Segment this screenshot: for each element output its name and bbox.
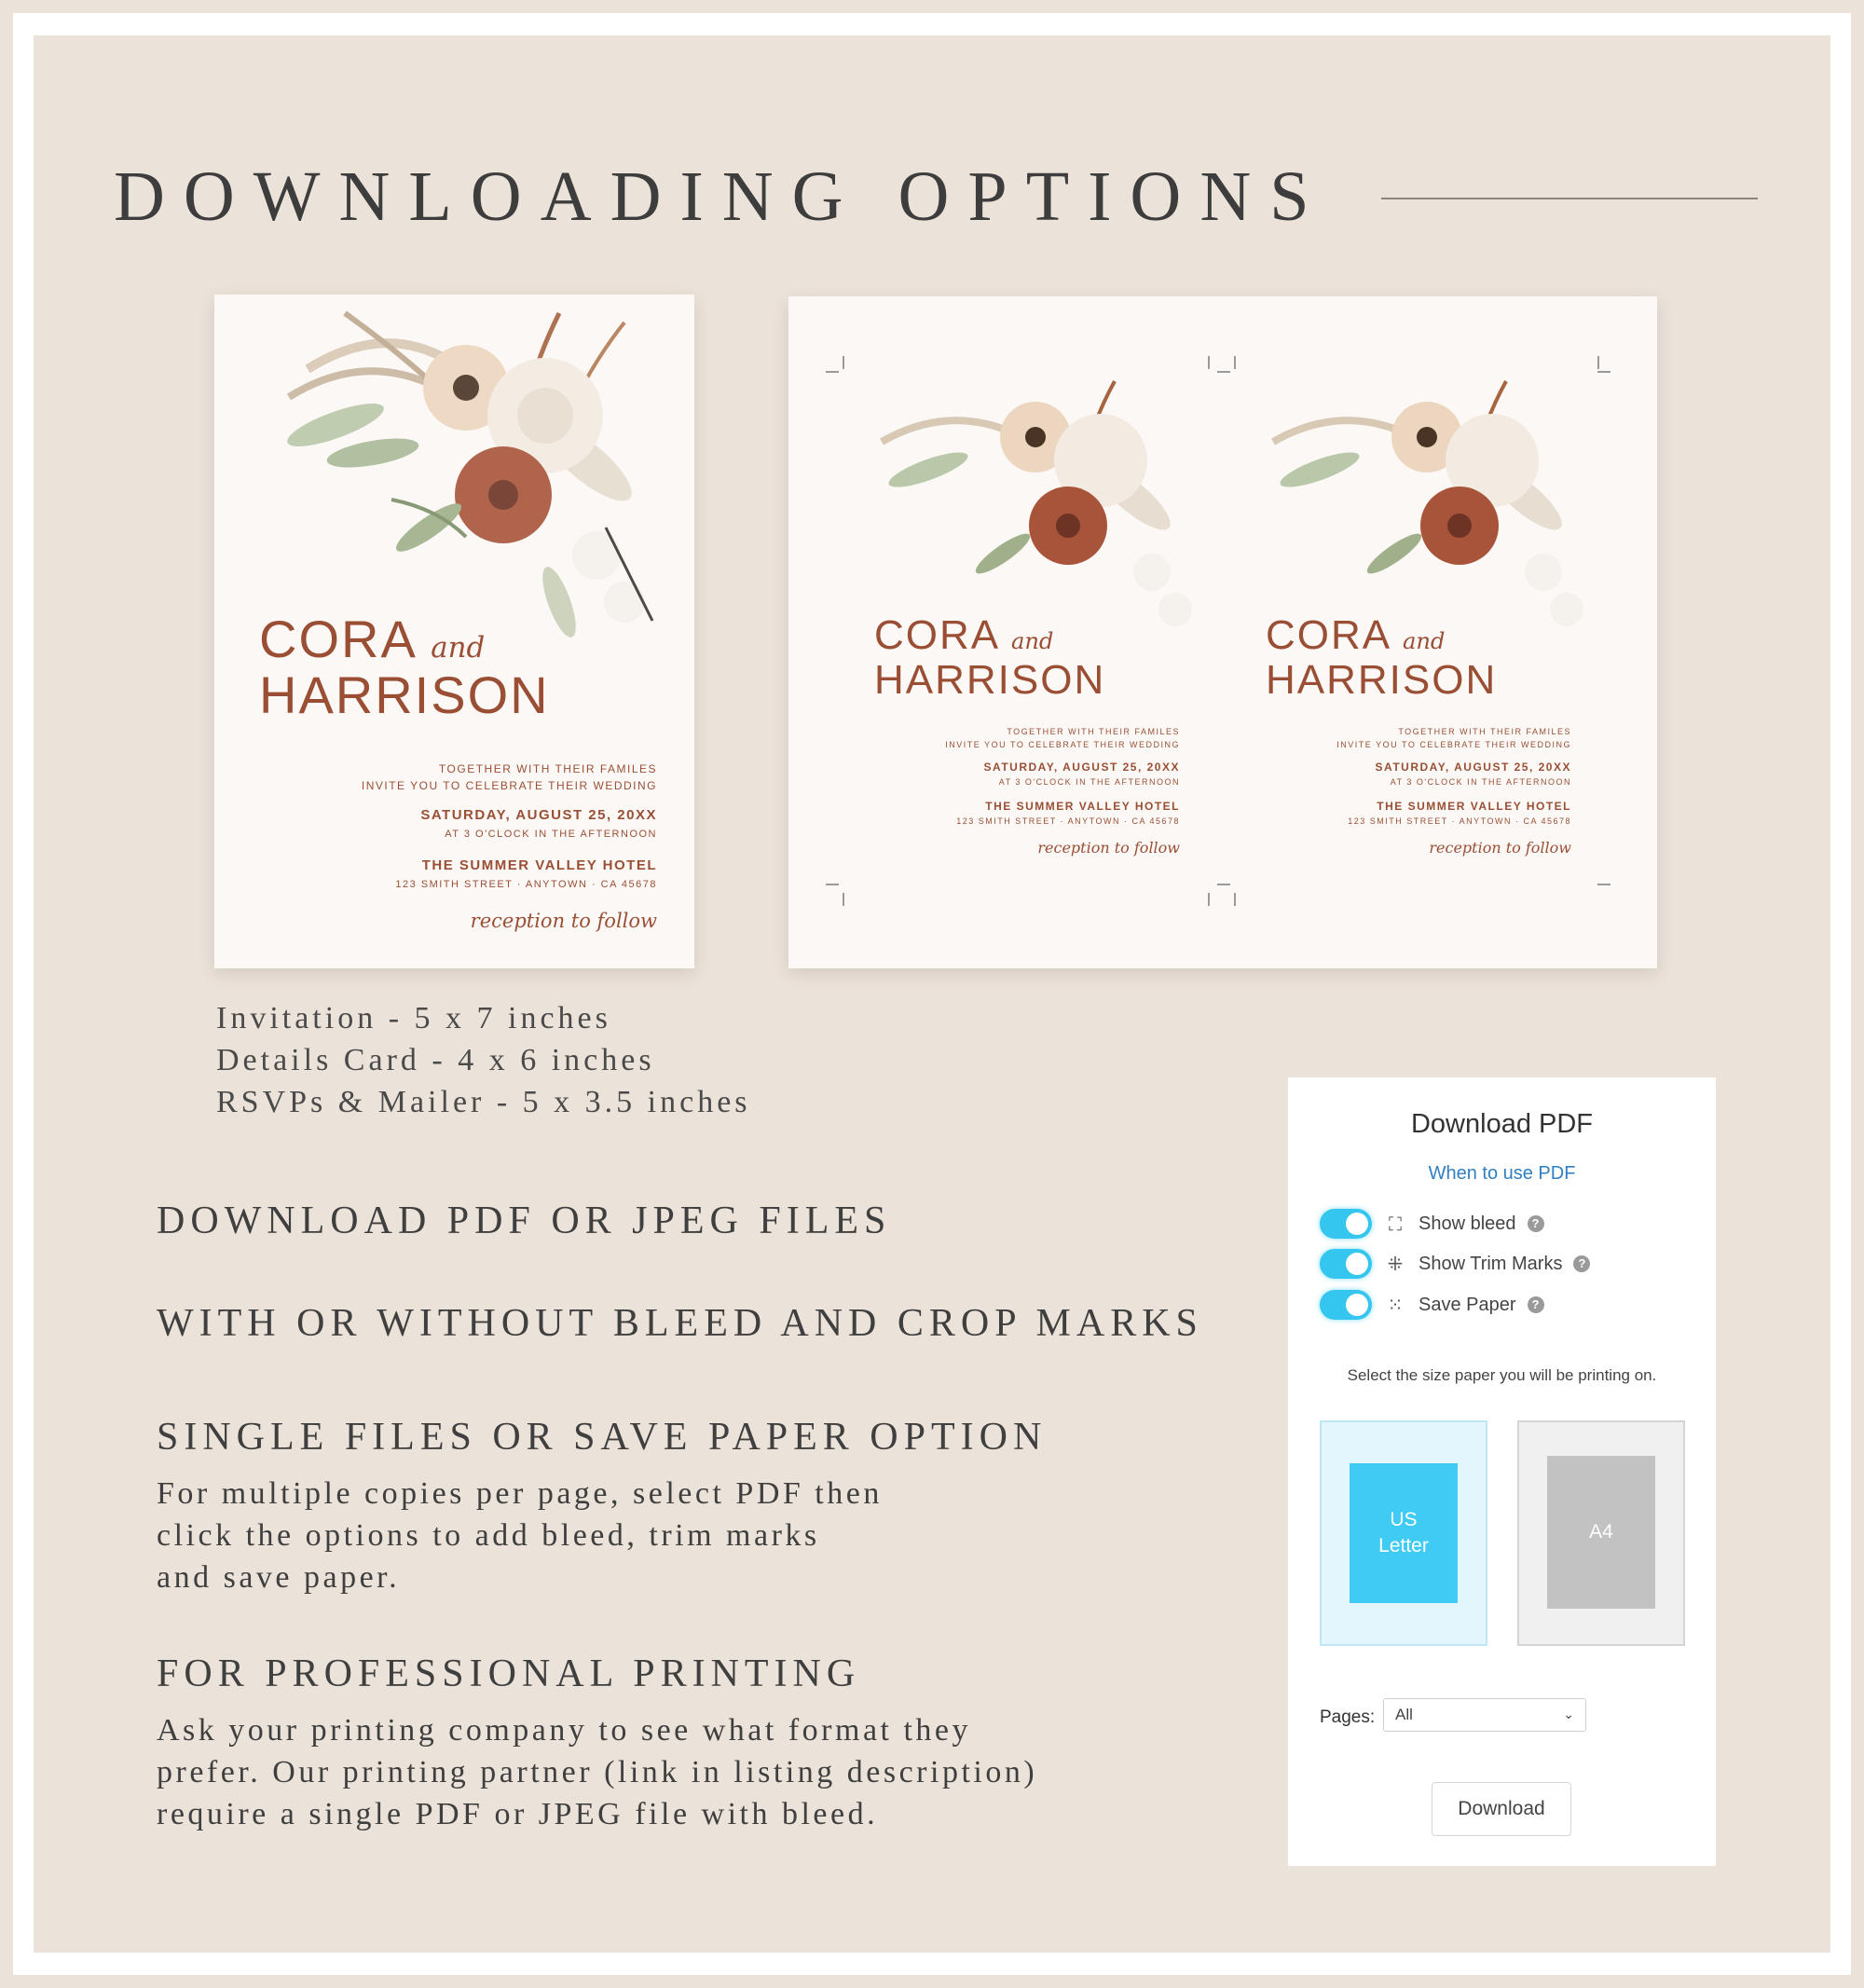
details-line-1: TOGETHER WITH THEIR FAMILES xyxy=(1398,727,1571,736)
feature-pro-line: require a single PDF or JPEG file with bleed. xyxy=(157,1797,879,1831)
details-line-1: TOGETHER WITH THEIR FAMILES xyxy=(1007,727,1180,736)
size-rsvp-mailer: RSVPs & Mailer - 5 x 3.5 inches xyxy=(216,1085,751,1119)
reception-note: reception to follow xyxy=(1037,839,1180,857)
feature-single-title: SINGLE FILES OR SAVE PAPER OPTION xyxy=(157,1416,1048,1459)
and-script: and xyxy=(431,631,486,665)
us-letter-label-line-2: Letter xyxy=(1378,1535,1429,1556)
size-details-card: Details Card - 4 x 6 inches xyxy=(216,1043,655,1077)
help-icon[interactable]: ? xyxy=(1528,1296,1544,1313)
feature-single-line: and save paper. xyxy=(157,1560,401,1595)
feature-pro-line: Ask your printing company to see what format they xyxy=(157,1713,972,1748)
grid-icon: ⁙ xyxy=(1387,1294,1404,1316)
show-bleed-label: Show bleed xyxy=(1419,1213,1516,1234)
name-1: CORA xyxy=(1266,612,1390,658)
wedding-details xyxy=(1336,725,1571,828)
toggle-knob xyxy=(1346,1213,1368,1235)
page-title: DOWNLOADING OPTIONS xyxy=(114,158,1328,236)
details-line-1: TOGETHER WITH THEIR FAMILES xyxy=(438,762,657,775)
name-2: HARRISON xyxy=(874,656,1106,703)
feature-bleed: WITH OR WITHOUT BLEED AND CROP MARKS xyxy=(157,1302,1203,1345)
feature-single-line: click the options to add bleed, trim marks xyxy=(157,1518,820,1553)
paper-us-letter-option[interactable] xyxy=(1320,1420,1487,1646)
option-show-trim-marks xyxy=(1320,1248,1590,1280)
wedding-details xyxy=(945,725,1180,828)
wedding-date: SATURDAY, AUGUST 25, 20XX xyxy=(420,807,657,823)
trim-mark xyxy=(843,356,844,369)
venue: THE SUMMER VALLEY HOTEL xyxy=(985,800,1180,813)
title-divider xyxy=(1381,198,1758,199)
details-line-2: INVITE YOU TO CELEBRATE THEIR WEDDING xyxy=(945,740,1180,749)
invitation-preview xyxy=(214,295,694,968)
help-icon[interactable]: ? xyxy=(1573,1255,1590,1272)
paper-a4-option[interactable] xyxy=(1517,1420,1685,1646)
a4-sheet xyxy=(1547,1456,1655,1609)
panel-title: Download PDF xyxy=(1410,1109,1594,1139)
trim-mark xyxy=(826,884,839,885)
and-script: and xyxy=(1010,628,1054,654)
wedding-date: SATURDAY, AUGUST 25, 20XX xyxy=(983,761,1180,774)
download-pdf-panel xyxy=(1288,1077,1716,1866)
save-paper-label: Save Paper xyxy=(1419,1294,1516,1315)
size-list xyxy=(216,997,751,1123)
name-2: HARRISON xyxy=(1266,656,1498,703)
trim-mark xyxy=(1597,884,1610,885)
when-to-use-pdf-link[interactable]: When to use PDF xyxy=(1428,1163,1576,1184)
show-trim-marks-toggle[interactable] xyxy=(1320,1249,1372,1279)
trim-mark xyxy=(826,371,839,373)
address: 123 SMITH STREET · ANYTOWN · CA 45678 xyxy=(1348,816,1571,826)
name-1: CORA xyxy=(259,610,415,668)
address: 123 SMITH STREET · ANYTOWN · CA 45678 xyxy=(956,816,1180,826)
option-save-paper xyxy=(1320,1289,1544,1321)
download-button[interactable]: Download xyxy=(1432,1782,1571,1836)
save-paper-preview xyxy=(788,296,1657,968)
toggle-knob xyxy=(1346,1253,1368,1275)
feature-download: DOWNLOAD PDF OR JPEG FILES xyxy=(157,1200,892,1242)
help-icon[interactable]: ? xyxy=(1528,1215,1544,1232)
address: 123 SMITH STREET · ANYTOWN · CA 45678 xyxy=(395,879,657,890)
us-letter-label-line-1: US xyxy=(1390,1509,1418,1530)
wedding-time: AT 3 O'CLOCK IN THE AFTERNOON xyxy=(445,829,657,840)
feature-single-line: For multiple copies per page, select PDF then xyxy=(157,1476,883,1511)
paper-size-hint: Select the size paper you will be printing on. xyxy=(1347,1366,1657,1384)
bleed-icon: ⛶ xyxy=(1389,1213,1402,1235)
feature-pro-line: prefer. Our printing partner (link in listing description) xyxy=(157,1755,1038,1789)
couple-names xyxy=(1266,613,1497,702)
venue: THE SUMMER VALLEY HOTEL xyxy=(421,857,657,873)
name-1: CORA xyxy=(874,612,998,658)
trim-marks-icon: ⁜ xyxy=(1387,1253,1404,1275)
details-line-2: INVITE YOU TO CELEBRATE THEIR WEDDING xyxy=(1336,740,1571,749)
details-line-2: INVITE YOU TO CELEBRATE THEIR WEDDING xyxy=(361,779,657,792)
option-show-bleed xyxy=(1320,1208,1544,1240)
trim-mark xyxy=(1234,356,1236,369)
pages-select-value: All xyxy=(1395,1706,1413,1723)
reception-note: reception to follow xyxy=(1429,839,1571,857)
show-trim-marks-label: Show Trim Marks xyxy=(1419,1253,1563,1274)
trim-mark xyxy=(1217,884,1230,885)
venue: THE SUMMER VALLEY HOTEL xyxy=(1377,800,1571,813)
trim-mark xyxy=(1208,893,1210,906)
trim-mark xyxy=(1234,893,1236,906)
and-script: and xyxy=(1402,628,1446,654)
feature-pro-body xyxy=(157,1709,1037,1835)
wedding-time: AT 3 O'CLOCK IN THE AFTERNOON xyxy=(998,777,1180,787)
save-paper-toggle[interactable] xyxy=(1320,1290,1372,1320)
pages-label: Pages: xyxy=(1320,1707,1376,1727)
toggle-knob xyxy=(1346,1294,1368,1316)
feature-pro-title: FOR PROFESSIONAL PRINTING xyxy=(157,1652,861,1695)
pages-select[interactable] xyxy=(1383,1698,1586,1732)
trim-mark xyxy=(843,893,844,906)
name-2: HARRISON xyxy=(259,665,550,725)
wedding-date: SATURDAY, AUGUST 25, 20XX xyxy=(1375,761,1571,774)
show-bleed-toggle[interactable] xyxy=(1320,1209,1372,1239)
chevron-down-icon: ⌄ xyxy=(1563,1707,1574,1722)
wedding-time: AT 3 O'CLOCK IN THE AFTERNOON xyxy=(1390,777,1571,787)
us-letter-sheet xyxy=(1350,1463,1458,1603)
reception-note: reception to follow xyxy=(470,910,657,932)
couple-names xyxy=(874,613,1105,702)
couple-names xyxy=(259,611,550,724)
wedding-details xyxy=(362,761,657,893)
a4-label: A4 xyxy=(1589,1521,1613,1542)
feature-single-body xyxy=(157,1473,883,1598)
size-invitation: Invitation - 5 x 7 inches xyxy=(216,1001,611,1035)
